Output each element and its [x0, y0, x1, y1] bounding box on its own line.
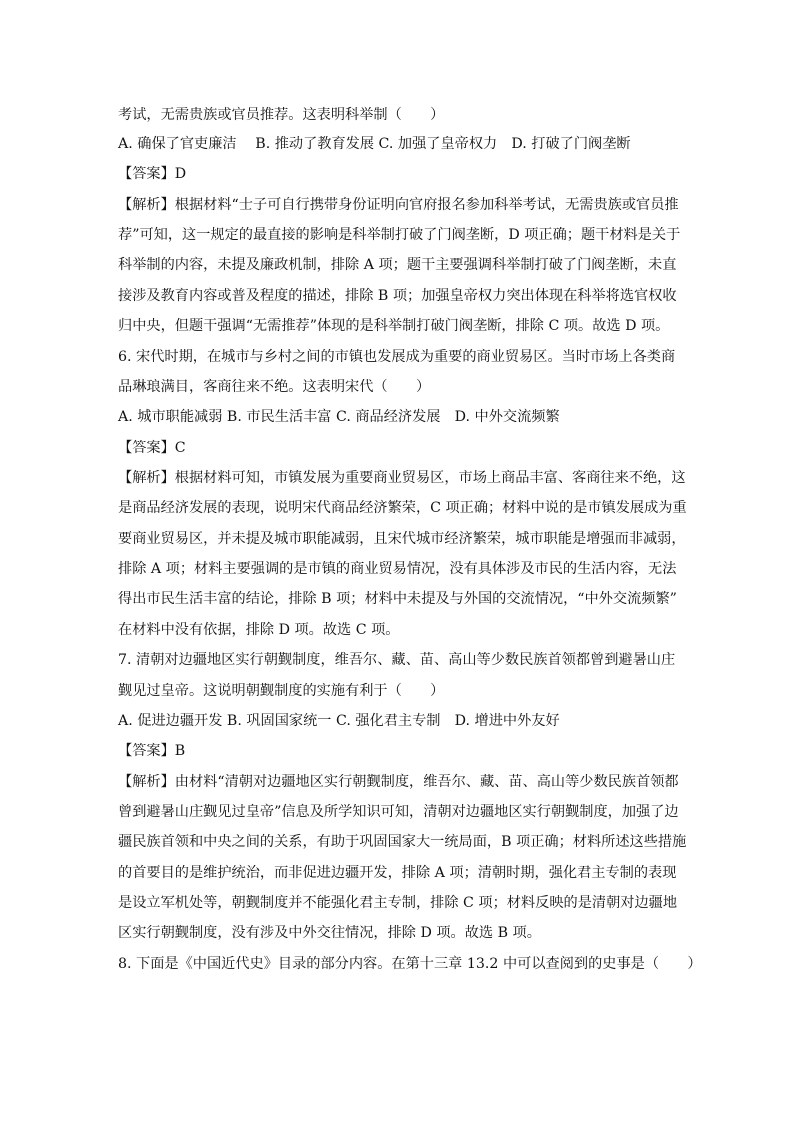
text-line: 【答案】C [118, 440, 186, 456]
text-line: 疆民族首领和中央之间的关系，有助于巩固国家大一统局面，B 项正确；材料所述这些措施 [118, 834, 687, 850]
text-line: 在材料中没有依据，排除 D 项。故选 C 项。 [118, 622, 400, 638]
text-line: A. 城市职能减弱 B. 市民生活丰富 C. 商品经济发展 D. 中外交流频繁 [118, 409, 560, 425]
text-line: 是设立军机处等，朝觐制度并不能强化君主专制，排除 C 项；材料反映的是清朝对边疆地 [118, 895, 678, 911]
text-line: 【答案】B [118, 743, 186, 759]
text-line: 6. 宋代时期，在城市与乡村之间的市镇也发展成为重要的商业贸易区。当时市场上各类商 [118, 349, 676, 365]
text-line: A. 促进边疆开发 B. 巩固国家统一 C. 强化君主专制 D. 增进中外友好 [118, 713, 560, 729]
text-line: 考试，无需贵族或官员推荐。这表明科举制（ ） [118, 107, 445, 123]
text-line: 接涉及教育内容或普及程度的描述，排除 B 项；加强皇帝权力突出体现在科举将选官权收 [118, 288, 677, 304]
text-line: 归中央，但题干强调“无需推荐”体现的是科举制打破门阀垄断，排除 C 项。故选 D 项。 [118, 318, 670, 334]
text-line: 得出市民生活丰富的结论，排除 B 项；材料中未提及与外国的交流情况，“中外交流频繁” [118, 591, 677, 607]
text-line: 要商业贸易区，并未提及城市职能减弱，且宋代城市经济繁荣，城市职能是增强而非减弱， [118, 531, 686, 547]
text-line: 【解析】根据材料“士子可自行携带身份证明向官府报名参加科举考试，无需贵族或官员推 [118, 197, 679, 213]
text-line: 是商品经济发展的表现，说明宋代商品经济繁荣，C 项正确；材料中说的是市镇发展成为重 [118, 500, 687, 516]
text-line: 【解析】由材料“清朝对边疆地区实行朝觐制度，维吾尔、藏、苗、高山等少数民族首领都 [118, 774, 679, 790]
text-line: 科举制的内容，未提及廉政机制，排除 A 项；题干主要强调科举制打破了门阀垄断，未直 [118, 257, 677, 273]
text-line: 觐见过皇帝。这说明朝觐制度的实施有利于（ ） [118, 683, 445, 699]
text-line: 【解析】根据材料可知，市镇发展为重要商业贸易区，市场上商品丰富、客商往来不绝，这 [118, 470, 686, 486]
text-line: 荐”可知，这一规定的最直接的影响是科举制打破了门阀垄断，D 项正确；题干材料是关于 [118, 227, 681, 243]
text-line: A. 确保了官吏廉洁 B. 推动了教育发展 C. 加强了皇帝权力 D. 打破了门阀垄断 [118, 136, 631, 152]
text-line: 曾到避暑山庄觐见过皇帝”信息及所学知识可知，清朝对边疆地区实行朝觐制度，加强了边 [118, 804, 679, 820]
text-line: 排除 A 项；材料主要强调的是市镇的商业贸易情况，没有具体涉及市民的生活内容，无法 [118, 561, 677, 577]
text-line: 区实行朝觐制度，没有涉及中外交往情况，排除 D 项。故选 B 项。 [118, 925, 541, 941]
text-line: 8. 下面是《中国近代史》目录的部分内容。在第十三章 13.2 中可以查阅到的史事是（ ） [118, 956, 702, 972]
text-line: 品琳琅满目，客商往来不绝。这表明宋代（ ） [118, 379, 431, 395]
text-line: 7. 清朝对边疆地区实行朝觐制度，维吾尔、藏、苗、高山等少数民族首领都曾到避暑山庄 [118, 652, 676, 668]
text-line: 【答案】D [118, 166, 187, 182]
text-line: 的首要目的是维护统治，而非促进边疆开发，排除 A 项；清朝时期，强化君主专制的表现 [118, 865, 677, 881]
